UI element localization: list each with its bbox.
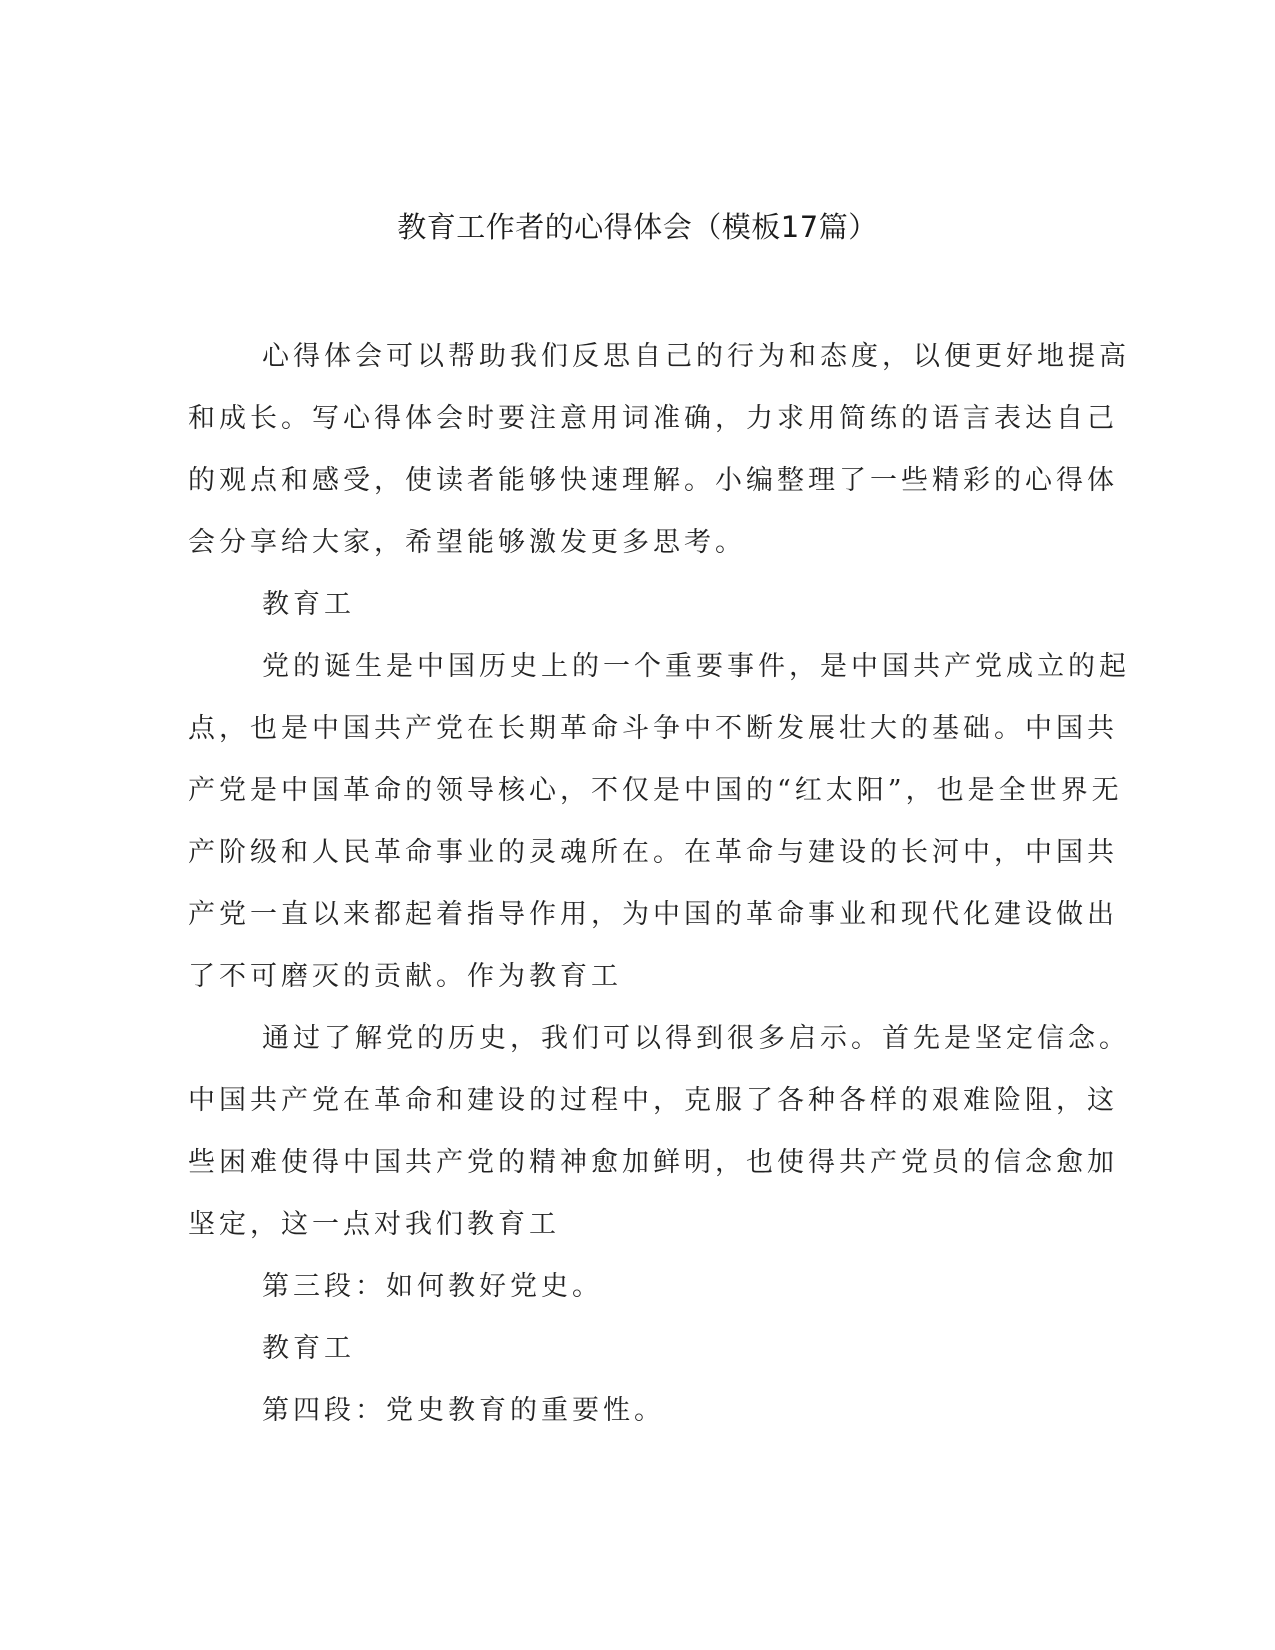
text-line: 教育工: [262, 1333, 355, 1364]
text-line: 第三段：如何教好党史。: [262, 1271, 603, 1302]
paragraph-history-lessons: [188, 1008, 1130, 1256]
text-line: 了不可磨灭的贡献。作为教育工: [188, 961, 622, 992]
text-line: 的观点和感受，使读者能够快速理解。小编整理了一些精彩的心得体: [188, 465, 1118, 496]
text-line: 点，也是中国共产党在长期革命斗争中不断发展壮大的基础。中国共: [188, 713, 1118, 744]
text-line: 坚定，这一点对我们教育工: [188, 1209, 560, 1240]
paragraph-section-four: [188, 1380, 1068, 1442]
document-title: 教育工作者的心得体会（模板17篇）: [397, 210, 878, 244]
paragraph-section-three: [188, 1256, 1068, 1318]
paragraph-heading-2: [188, 1318, 1068, 1380]
text-line: 些困难使得中国共产党的精神愈加鲜明，也使得共产党员的信念愈加: [188, 1147, 1118, 1178]
paragraph-intro: [188, 326, 1130, 574]
paragraph-heading-1: [188, 574, 1068, 636]
text-line: 产党一直以来都起着指导作用，为中国的革命事业和现代化建设做出: [188, 899, 1118, 930]
text-line: 党的诞生是中国历史上的一个重要事件，是中国共产党成立的起: [262, 651, 1130, 682]
text-line: 和成长。写心得体会时要注意用词准确，力求用简练的语言表达自己: [188, 403, 1118, 434]
text-line: 会分享给大家，希望能够激发更多思考。: [188, 527, 746, 558]
document-body: [188, 326, 1130, 1442]
text-line: 教育工: [262, 589, 355, 620]
paragraph-party-birth: [188, 636, 1130, 1008]
text-line: 产阶级和人民革命事业的灵魂所在。在革命与建设的长河中，中国共: [188, 837, 1118, 868]
text-line: 第四段：党史教育的重要性。: [262, 1395, 665, 1426]
text-line: 通过了解党的历史，我们可以得到很多启示。首先是坚定信念。: [262, 1023, 1130, 1054]
text-line: 中国共产党在革命和建设的过程中，克服了各种各样的艰难险阻，这: [188, 1085, 1118, 1116]
text-line: 心得体会可以帮助我们反思自己的行为和态度，以便更好地提高: [262, 341, 1130, 372]
text-line: 产党是中国革命的领导核心，不仅是中国的“红太阳”，也是全世界无: [188, 775, 1123, 806]
